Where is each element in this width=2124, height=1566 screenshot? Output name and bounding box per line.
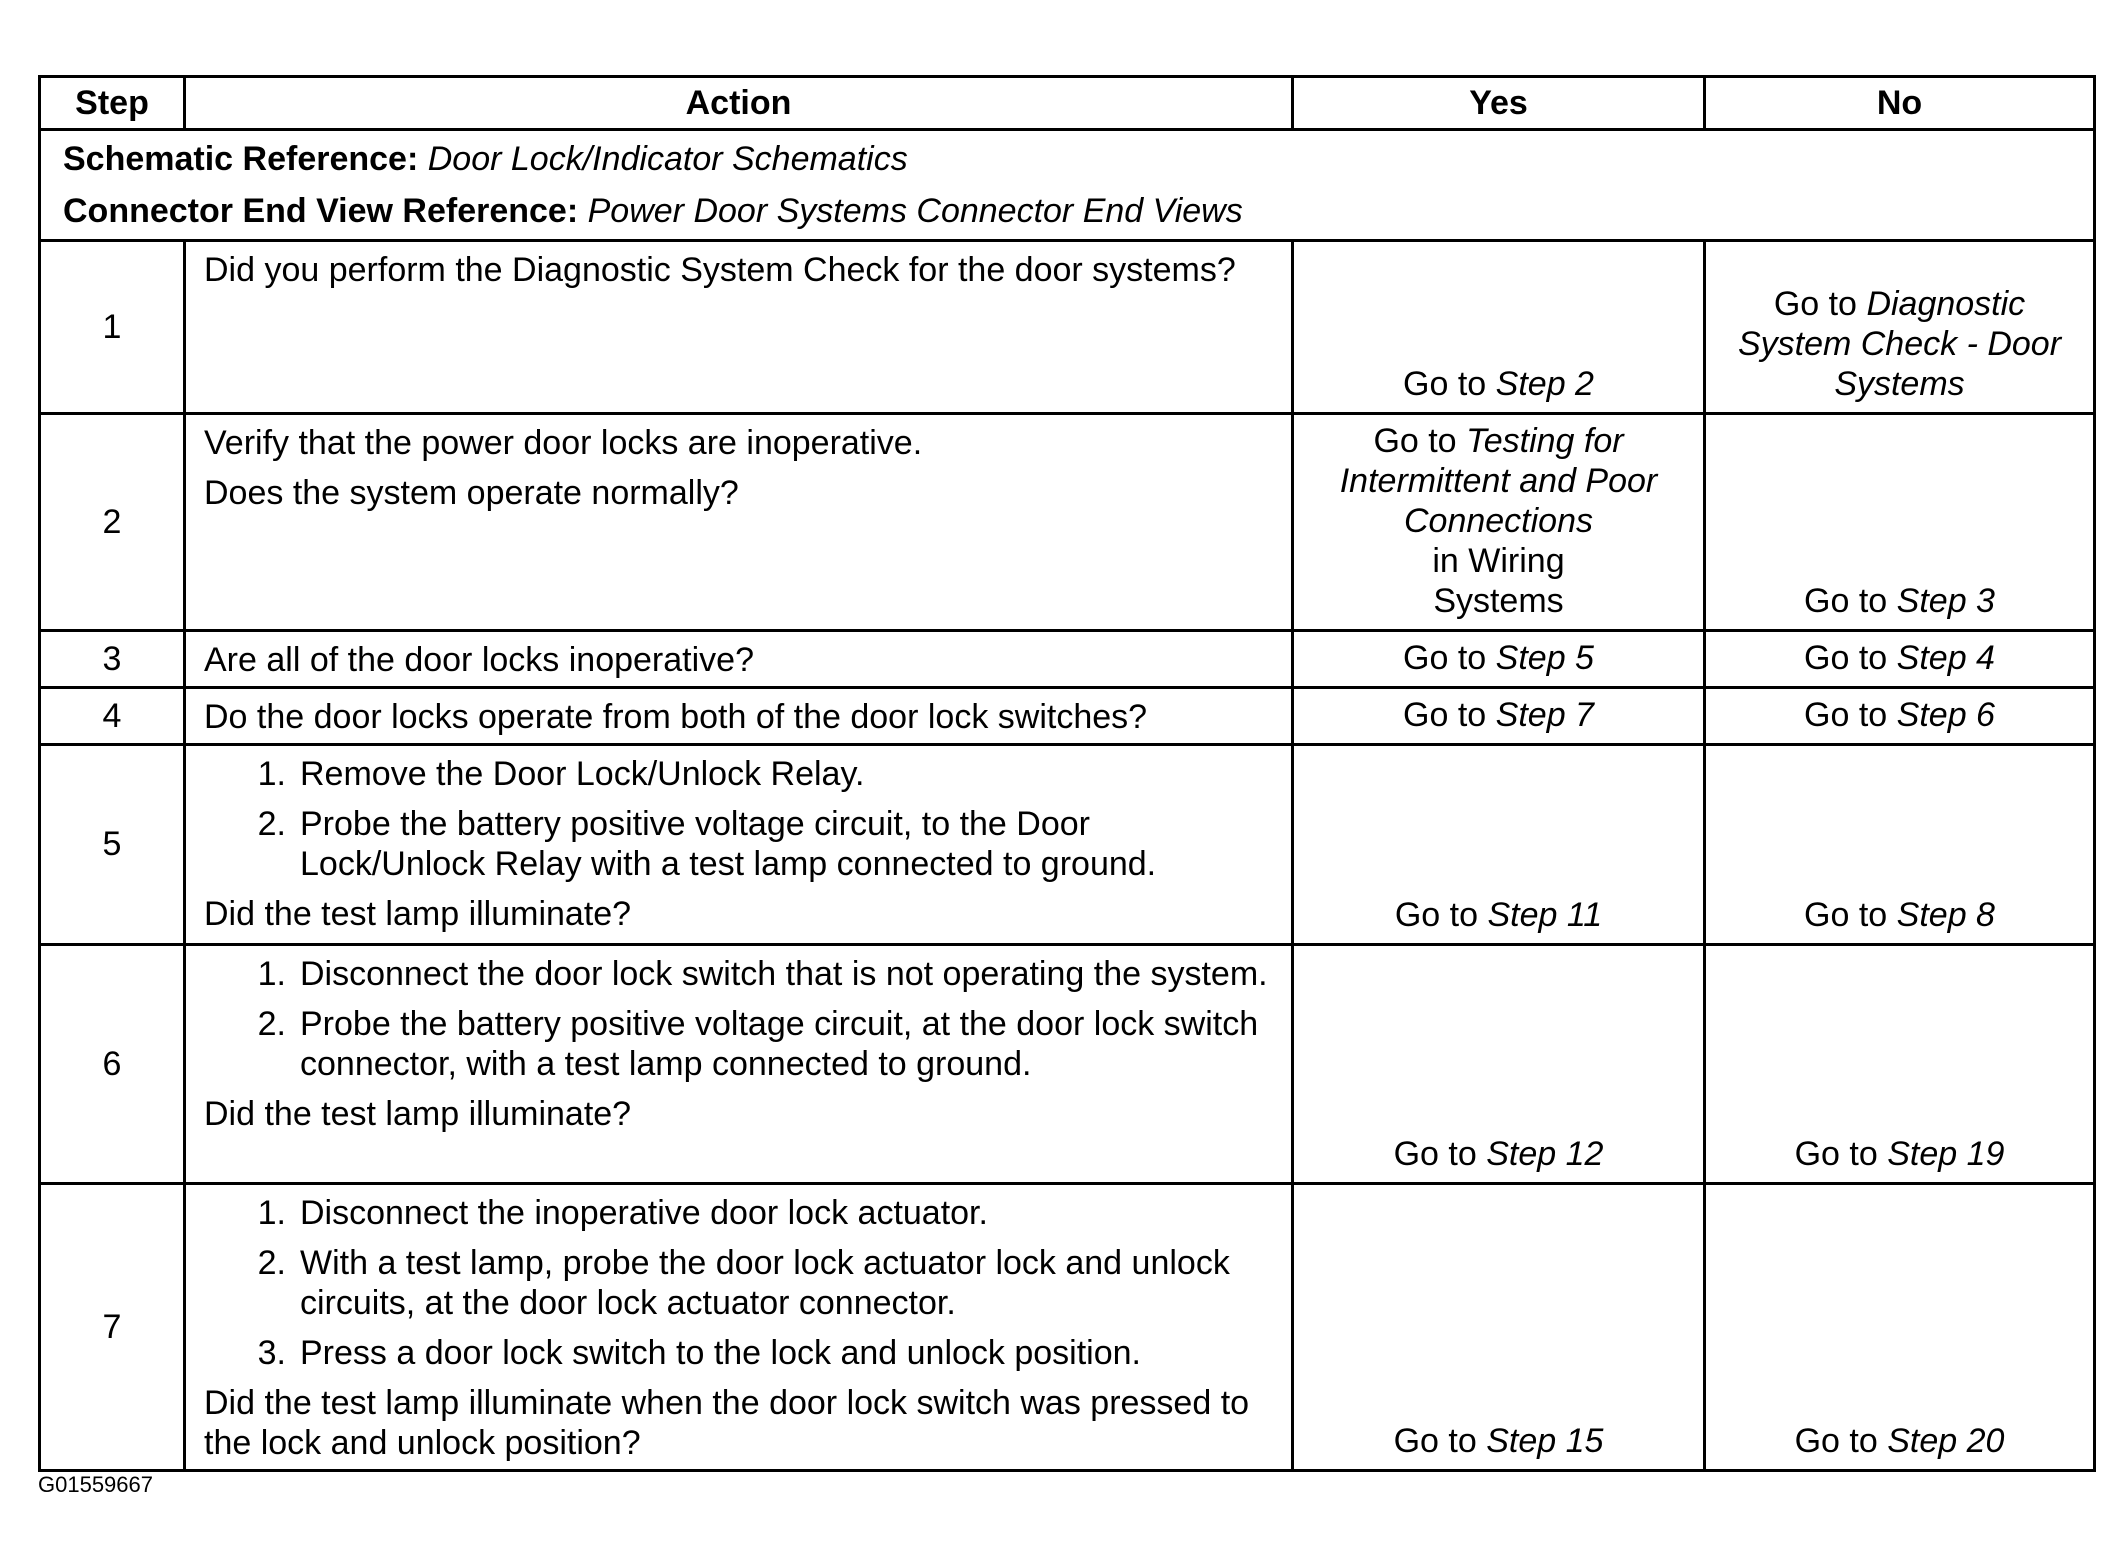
yes-result-text bbox=[1312, 1134, 1685, 1174]
header-yes: Yes bbox=[1293, 77, 1705, 130]
yes-result bbox=[1293, 688, 1705, 745]
no-result-text bbox=[1724, 1134, 2075, 1174]
go-to-label: Go to bbox=[1794, 1422, 1878, 1460]
go-to-label: Go to bbox=[1393, 1422, 1477, 1460]
action-item-number: 2. bbox=[257, 1005, 286, 1043]
action-question: Did the test lamp illuminate? bbox=[204, 895, 632, 933]
connector-reference bbox=[63, 185, 2071, 237]
step-number: 3 bbox=[40, 631, 185, 688]
go-to-label: Go to bbox=[1804, 696, 1888, 734]
action-list-item bbox=[204, 754, 1273, 794]
yes-result bbox=[1293, 945, 1705, 1184]
no-result bbox=[1705, 414, 2095, 631]
go-to-label: Go to bbox=[1403, 696, 1487, 734]
go-to-label: Go to bbox=[1394, 896, 1479, 934]
no-result bbox=[1705, 1184, 2095, 1471]
go-to-target: Step 5 bbox=[1495, 639, 1594, 677]
figure-id: G01559667 bbox=[38, 1472, 153, 1497]
action-item-number: 1. bbox=[257, 1194, 286, 1232]
action-cell bbox=[185, 945, 1293, 1184]
go-to-label: Go to bbox=[1393, 1135, 1477, 1173]
action-item-text: Remove the Door Lock/Unlock Relay. bbox=[300, 755, 865, 793]
go-to-label: Go to bbox=[1373, 422, 1457, 460]
yes-result-text bbox=[1312, 695, 1685, 735]
action-cell bbox=[185, 1184, 1293, 1471]
go-to-label: Go to bbox=[1403, 639, 1487, 677]
action-list-item bbox=[204, 804, 1273, 884]
diagnostic-table bbox=[38, 75, 2096, 1472]
go-to-label: Go to bbox=[1794, 1135, 1878, 1173]
go-to-label: Go to bbox=[1804, 639, 1888, 677]
yes-result bbox=[1293, 414, 1705, 631]
action-text: Does the system operate normally? bbox=[204, 474, 739, 512]
action-list-item bbox=[204, 1333, 1273, 1373]
step-row bbox=[40, 631, 2095, 688]
no-result-text bbox=[1724, 895, 2075, 935]
go-to-target: Step 6 bbox=[1896, 696, 1995, 734]
no-result bbox=[1705, 945, 2095, 1184]
step-row bbox=[40, 241, 2095, 414]
action-question: Did the test lamp illuminate when the door lock switch was pressed to the lock and unlock position? bbox=[204, 1384, 1250, 1462]
header-step: Step bbox=[40, 77, 185, 130]
go-to-label: Go to bbox=[1773, 285, 1857, 323]
go-to-target: Step 12 bbox=[1486, 1135, 1604, 1173]
yes-result-text bbox=[1312, 421, 1685, 621]
step-number: 2 bbox=[40, 414, 185, 631]
go-to-label: Go to bbox=[1403, 365, 1487, 403]
action-item-text: Disconnect the inoperative door lock actuator. bbox=[300, 1194, 988, 1232]
yes-result bbox=[1293, 1184, 1705, 1471]
action-list-item bbox=[204, 1193, 1273, 1233]
connector-reference-value: Power Door Systems Connector End Views bbox=[587, 192, 1243, 230]
action-cell bbox=[185, 414, 1293, 631]
go-to-target: Step 20 bbox=[1887, 1422, 2005, 1460]
step-number: 4 bbox=[40, 688, 185, 745]
schematic-reference-label: Schematic Reference: bbox=[63, 140, 419, 178]
header-row bbox=[40, 77, 2095, 130]
action-cell bbox=[185, 745, 1293, 945]
go-to-tail: in Wiring Systems bbox=[1432, 542, 1565, 620]
step-number: 7 bbox=[40, 1184, 185, 1471]
step-row bbox=[40, 688, 2095, 745]
action-cell bbox=[185, 688, 1293, 745]
go-to-target: Step 4 bbox=[1896, 639, 1995, 677]
step-row bbox=[40, 1184, 2095, 1471]
go-to-target: Step 3 bbox=[1896, 582, 1995, 620]
yes-result bbox=[1293, 631, 1705, 688]
no-result-text bbox=[1724, 284, 2075, 404]
yes-result bbox=[1293, 241, 1705, 414]
action-text: Are all of the door locks inoperative? bbox=[204, 641, 754, 679]
action-item-text: With a test lamp, probe the door lock actuator lock and unlock circuits, at the door lock actuator connector. bbox=[300, 1244, 1230, 1322]
go-to-target: Step 2 bbox=[1495, 365, 1594, 403]
action-item-text: Probe the battery positive voltage circuit, at the door lock switch connector, with a test lamp connected to ground. bbox=[300, 1005, 1259, 1083]
action-item-number: 1. bbox=[257, 955, 286, 993]
schematic-reference bbox=[63, 133, 2071, 185]
reference-cell bbox=[40, 130, 2095, 241]
no-result-text bbox=[1724, 638, 2075, 678]
step-row bbox=[40, 945, 2095, 1184]
action-list-item bbox=[204, 1004, 1273, 1084]
go-to-target: Step 15 bbox=[1486, 1422, 1604, 1460]
no-result bbox=[1705, 688, 2095, 745]
action-item-number: 2. bbox=[257, 1244, 286, 1282]
go-to-target: Step 19 bbox=[1887, 1135, 2005, 1173]
action-item-number: 2. bbox=[257, 805, 286, 843]
reference-row bbox=[40, 130, 2095, 241]
step-number: 6 bbox=[40, 945, 185, 1184]
no-result bbox=[1705, 241, 2095, 414]
go-to-target: Step 11 bbox=[1487, 896, 1603, 934]
action-cell bbox=[185, 631, 1293, 688]
go-to-target: Diagnostic System Check - Door Systems bbox=[1737, 285, 2062, 403]
action-item-text: Probe the battery positive voltage circuit, to the Door Lock/Unlock Relay with a test lamp connected to ground. bbox=[300, 805, 1157, 883]
schematic-reference-value: Door Lock/Indicator Schematics bbox=[427, 140, 908, 178]
step-row bbox=[40, 414, 2095, 631]
no-result bbox=[1705, 631, 2095, 688]
action-list-item bbox=[204, 1243, 1273, 1323]
no-result-text bbox=[1724, 1421, 2075, 1461]
header-no: No bbox=[1705, 77, 2095, 130]
yes-result-text bbox=[1312, 364, 1685, 404]
step-number: 5 bbox=[40, 745, 185, 945]
action-cell bbox=[185, 241, 1293, 414]
yes-result-text bbox=[1312, 1421, 1685, 1461]
action-item-text: Press a door lock switch to the lock and unlock position. bbox=[300, 1334, 1141, 1372]
connector-reference-label: Connector End View Reference: bbox=[63, 192, 579, 230]
go-to-label: Go to bbox=[1804, 896, 1888, 934]
no-result-text bbox=[1724, 695, 2075, 735]
action-text: Did you perform the Diagnostic System Check for the door systems? bbox=[204, 251, 1236, 289]
step-number: 1 bbox=[40, 241, 185, 414]
go-to-label: Go to bbox=[1804, 582, 1888, 620]
no-result bbox=[1705, 745, 2095, 945]
action-item-number: 3. bbox=[257, 1334, 286, 1372]
step-row bbox=[40, 745, 2095, 945]
yes-result-text bbox=[1312, 638, 1685, 678]
yes-result-text bbox=[1312, 895, 1685, 935]
go-to-target: Step 7 bbox=[1495, 696, 1594, 734]
action-text: Do the door locks operate from both of the door lock switches? bbox=[204, 698, 1148, 736]
yes-result bbox=[1293, 745, 1705, 945]
no-result-text bbox=[1724, 581, 2075, 621]
go-to-target: Testing for Intermittent and Poor Connections bbox=[1339, 422, 1658, 540]
action-question: Did the test lamp illuminate? bbox=[204, 1095, 632, 1133]
go-to-target: Step 8 bbox=[1896, 896, 1995, 934]
action-list-item bbox=[204, 954, 1273, 994]
header-action: Action bbox=[185, 77, 1293, 130]
action-item-number: 1. bbox=[257, 755, 286, 793]
action-text: Verify that the power door locks are inoperative. bbox=[204, 424, 923, 462]
action-item-text: Disconnect the door lock switch that is not operating the system. bbox=[300, 955, 1268, 993]
